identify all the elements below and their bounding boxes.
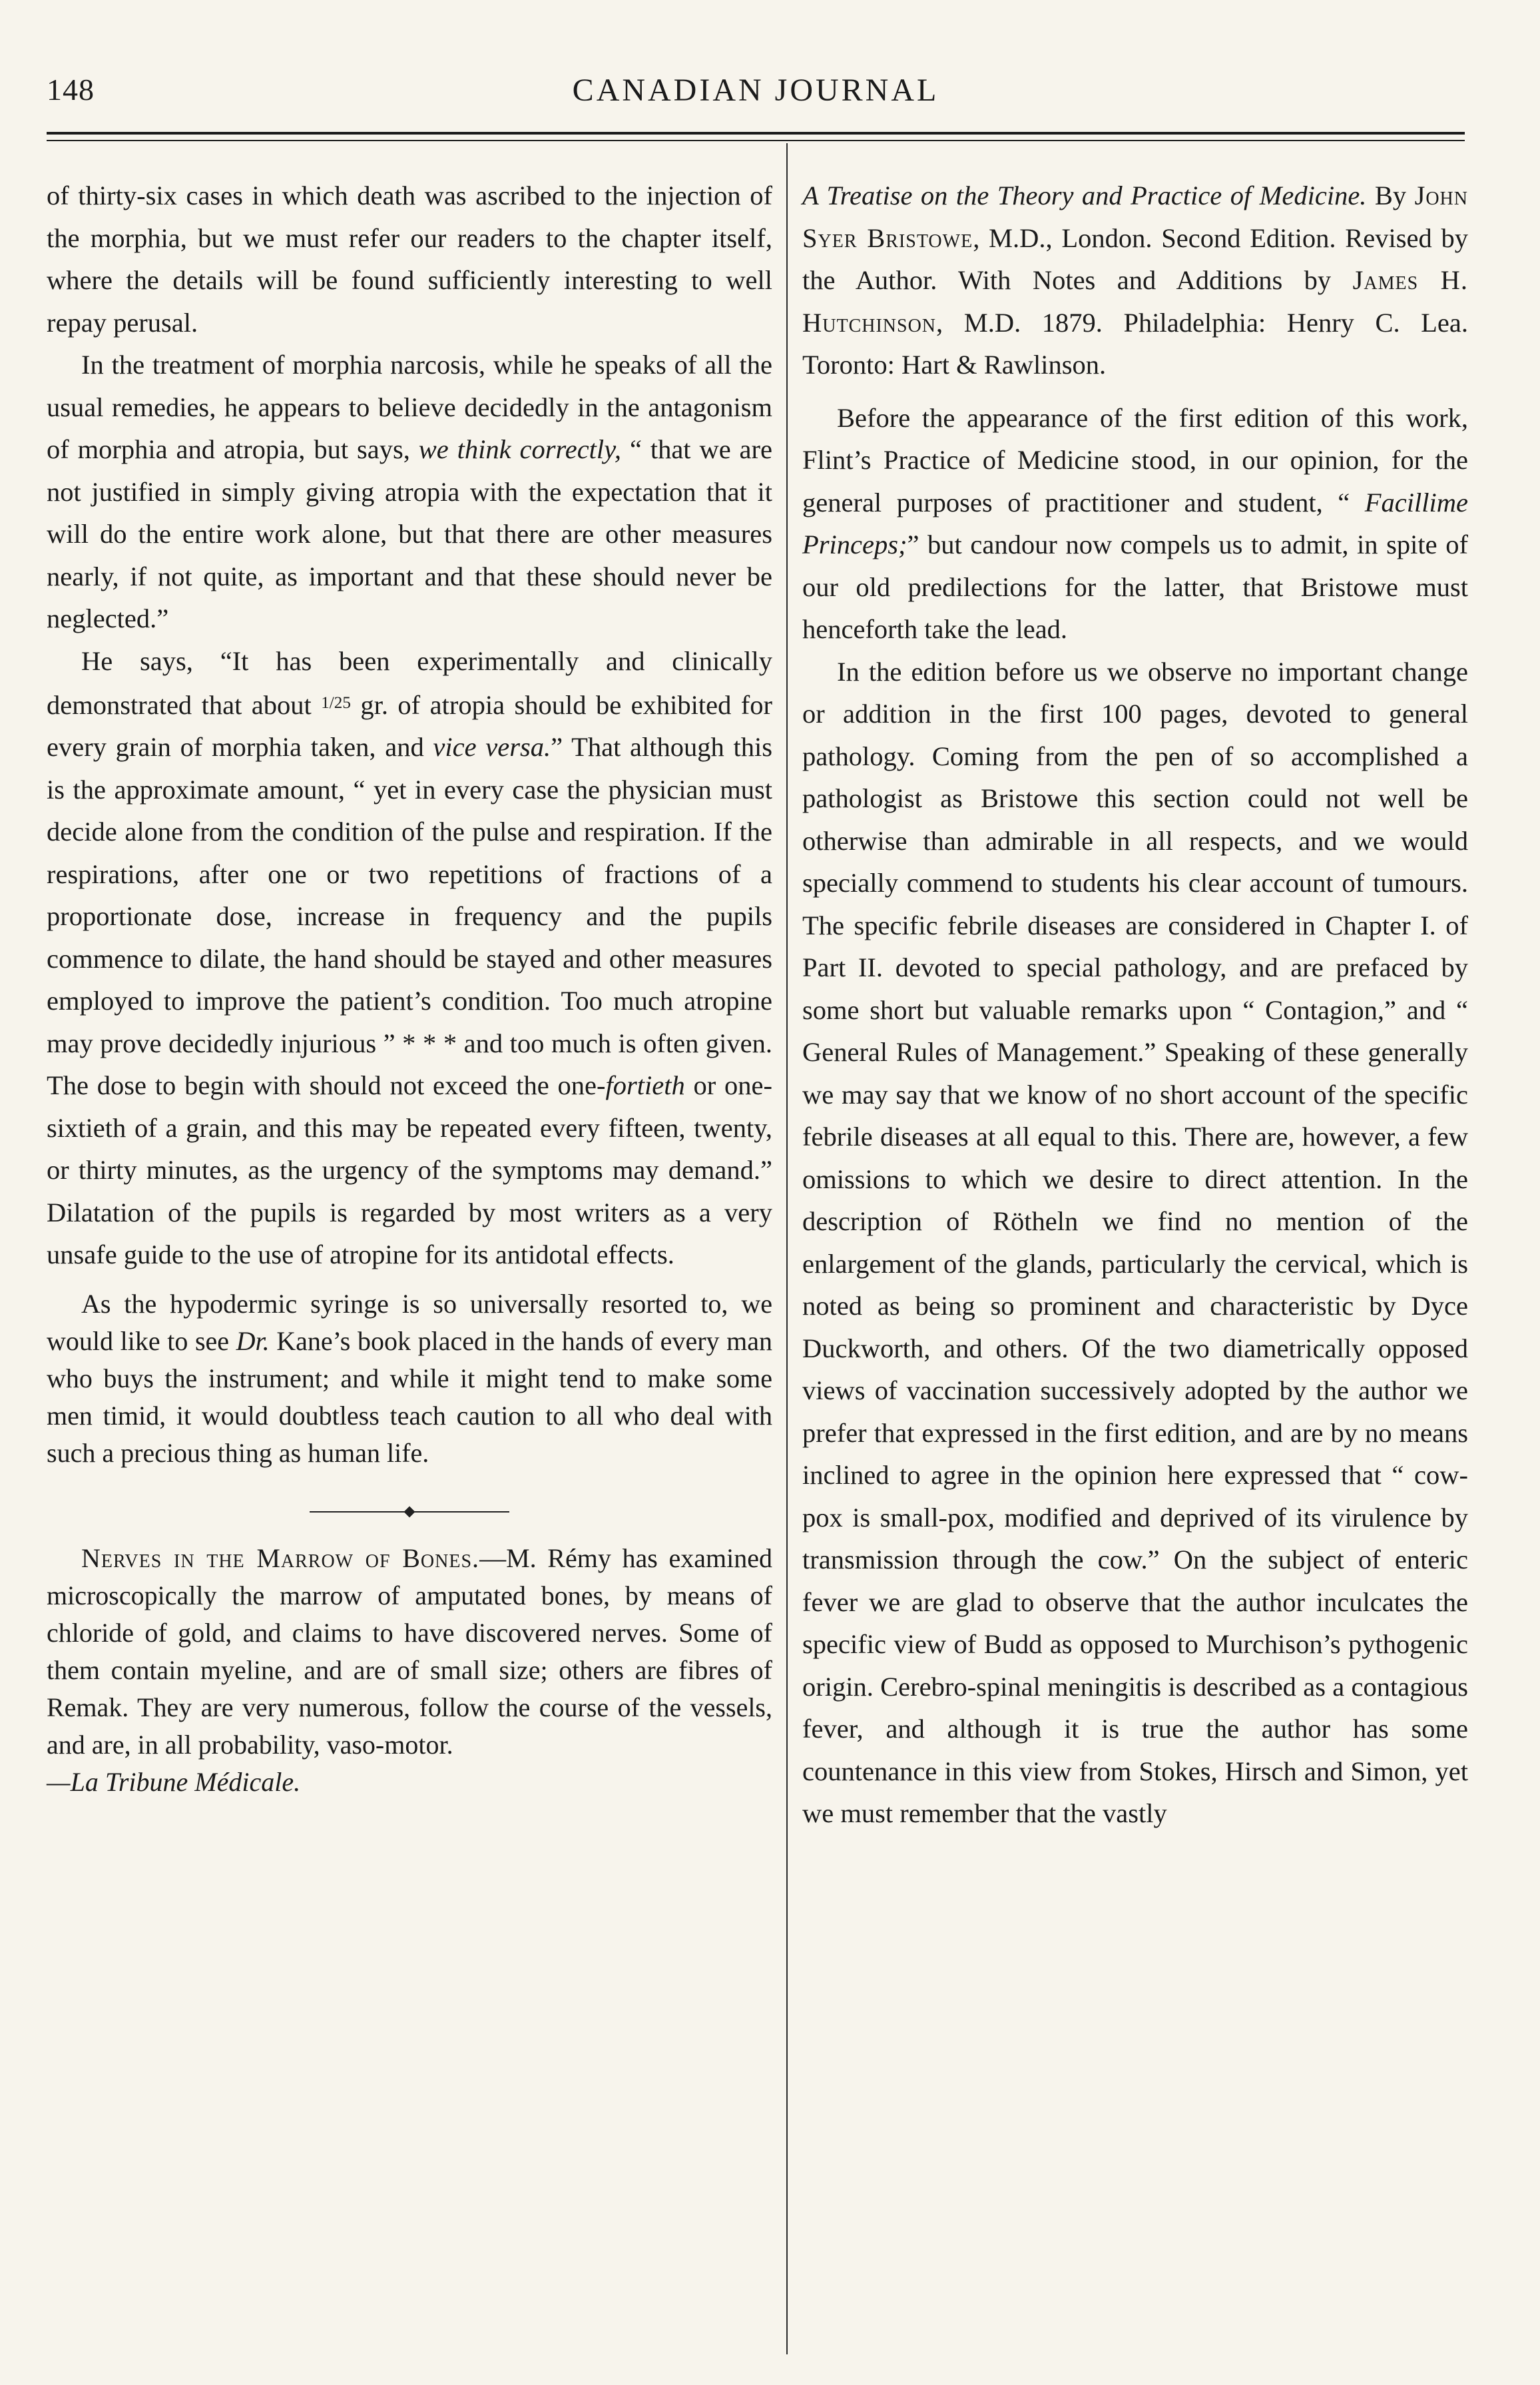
source-citation: —La Tribune Médicale. [47, 1766, 301, 1797]
paragraph-continuation: of thirty-six cases in which death was ascribed to the injection of the morphia, but we must refer our readers to the chapter itself, where the details will be found sufficiently interesting to well repay perusal. [47, 180, 772, 338]
book-title: A Treatise on the Theory and Practice of Medicine. [802, 180, 1367, 210]
header-rule-thick [47, 132, 1465, 135]
review-citation [802, 174, 1468, 386]
text-run: ” That although this is the approximate amount, “ yet in every case the physician must decide alone from the condition of the pulse and respiration. If the respirations, after one or two repetitions of fractions of a proportionate dose, increase in frequency and the pupils commence to dilate, the hand should be stayed and other measures employed to improve the patient’s condition. Too much atropine may prove decidedly injurious ” * * * and too much is often given. The dose to begin with should not exceed the one- [47, 732, 773, 1101]
paragraph-morphia-narcosis [47, 344, 772, 640]
header-rule-thin [47, 140, 1465, 141]
text-run: In the treatment of morphia narcosis, while he speaks of all the usual remedies, he appears to believe decidedly in the antagonism of morphia and atropia, but says, [47, 350, 772, 464]
paragraph-review-body: In the edition before us we observe no important change or addition in the first 100 pages, devoted to general pathology. Coming from the pen of so accomplished a pathologist as Bristowe this section could not well be otherwise than admirable in all respects, and we would specially commend to students his clear account of tumours. The specific febrile diseases are considered in Chapter I. of Part II. devoted to special pathology, and are prefaced by some short but valuable remarks upon “ Contagion,” and “ General Rules of Management.” Speaking of these generally we may say that we know of no short account of the specific febrile diseases at all equal to this. There are, however, a few omissions to which we desire to direct attention. In the description of Rötheln we find no mention of the enlargement of the glands, particularly the cervical, which is noted as being so prominent and characteristic by Dyce Duckworth, and others. Of the two diametrically opposed views of vaccination successively adopted by the author we prefer that expressed in the first edition, and are by no means inclined to agree in the opinion here expressed that “ cow-pox is small-pox, modified and deprived of its virulence by transmission through the cow.” On the subject of enteric fever we are glad to observe that the author inculcates the specific view of Budd as opposed to Murchison’s pythogenic origin. Cerebro-spinal meningitis is described as a contagious fever, and although it is true the author has some countenance in this view from Stokes, Hirsch and Simon, yet we must remember that the vastly [802, 656, 1468, 1828]
paragraph-hypodermic-syringe [47, 1285, 772, 1472]
text-run: “ that we are not justified in simply giving atropia with the expectation that it will do the entire work alone, but that there are other measures nearly, if not quite, as important and that these should never be neglected.” [47, 434, 772, 633]
section-separator [310, 1508, 509, 1516]
text-run: By [1366, 180, 1415, 210]
text-run: —M. Rémy has examined microscopically the marrow of amputated bones, by means of chloride of gold, and claims to have discovered nerves. Some of them contain myeline, and are of small size; others are fibres of Remak. They are very numerous, follow the course of the vessels, and are, in all probability, vaso-motor. [47, 1542, 773, 1760]
text-run: gr. of atropia should be exhibited for every grain of morphia taken, and [47, 689, 773, 763]
author-name: John Syer Bristowe [802, 180, 1469, 253]
italic-phrase: we think correctly, [418, 434, 622, 464]
text-run: Before the appearance of the first edition of this work, Flint’s Practice of Medicine stood, in our opinion, for the general purposes of practitioner and student, “ [802, 402, 1468, 517]
text-run: ” but candour now compels us to admit, in spite of our old predilections for the latter, that Bristowe must henceforth take the lead. [802, 529, 1468, 644]
italic-phrase: vice versa. [433, 732, 551, 763]
section-heading: Nerves in the Marrow of Bones. [81, 1542, 480, 1573]
paragraph-review-intro [802, 397, 1468, 651]
paragraph-atropia-dose [47, 640, 772, 1276]
separator-ornament-icon [404, 1506, 415, 1517]
text-run: , M.D., London. Second Edition. Revised by the Author. With Notes and Additions by [802, 222, 1468, 295]
text-run: He says, “It has been experimentally and clinically demonstrated that about [47, 645, 772, 720]
left-column [47, 174, 772, 1801]
italic-phrase: fortieth [605, 1070, 685, 1101]
italic-phrase: Facillime Princeps; [802, 487, 1468, 559]
right-column [802, 174, 1468, 1835]
page-header [47, 72, 1465, 132]
editor-name: James H. Hutchinson [802, 265, 1468, 338]
italic-phrase: Dr. [236, 1325, 270, 1356]
text-run: or one-sixtieth of a grain, and this may be repeated every fifteen, twenty, or thirty minutes, as the urgency of the symptoms may demand.” Dilatation of the pupils is regarded by most writers as a very unsafe guide to the use of atropine for its antidotal effects. [47, 1070, 772, 1270]
fraction: 1/25 [321, 694, 351, 712]
column-divider [786, 143, 788, 2354]
text-run: As the hypodermic syringe is so universally resorted to, we would like to see [47, 1288, 772, 1356]
page-number: 148 [47, 73, 95, 107]
paragraph-nerves-marrow [47, 1540, 772, 1801]
text-run: Kane’s book placed in the hands of every man who buys the instrument; and while it might tend to make some men timid, it would doubtless teach caution to all who deal with such a precious thing as human life. [47, 1325, 772, 1468]
text-run: , M.D. 1879. Philadelphia: Henry C. Lea. Toronto: Hart & Rawlinson. [802, 307, 1468, 380]
running-title: CANADIAN JOURNAL [572, 73, 939, 108]
